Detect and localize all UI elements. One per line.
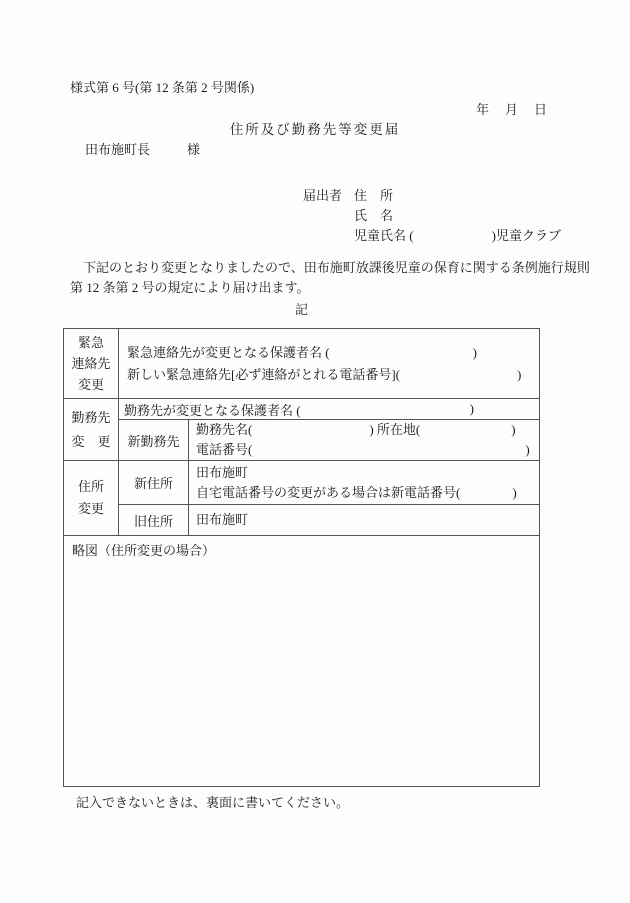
address-header-line: 住所 [77, 479, 104, 494]
declarer-block [303, 186, 561, 246]
declarer-fields [354, 186, 561, 246]
map-row [64, 536, 539, 786]
body-line-1: 下記のとおり変更となりましたので、田布施町放課後児童の保育に関する条例施行規則 [83, 260, 590, 275]
emergency-guardian-field: 緊急連絡先が変更となる保護者名 ( ) [127, 344, 477, 360]
new-address-fields [189, 461, 539, 504]
addressee-name: 田布施町長 [85, 142, 151, 157]
emergency-content [119, 329, 539, 398]
old-address-label: 旧住所 [119, 505, 189, 535]
change-table [63, 328, 540, 787]
new-address-town-field: 田布施町 [196, 464, 249, 480]
address-header [64, 461, 119, 535]
workplace-guardian-field: 勤務先が変更となる保護者名 ( ) [119, 399, 539, 420]
emergency-phone-field: 新しい緊急連絡先[必ず連絡がとれる電話番号]( ) [127, 366, 522, 382]
new-address-subrow [119, 461, 539, 505]
addressee-honorific: 様 [187, 142, 201, 157]
workplace-header [64, 399, 119, 460]
date-line: 年 月 日 [475, 102, 550, 117]
declarer-address-line: 住 所 [354, 188, 394, 203]
emergency-header [64, 329, 119, 398]
new-workplace-label: 新勤務先 [119, 420, 189, 460]
addressee-line [85, 139, 200, 158]
address-content [119, 461, 539, 535]
new-workplace-subrow [119, 420, 539, 460]
body-line-2: 第 12 条第 2 号の規定により届け出ます。 [70, 280, 310, 295]
workplace-row [64, 399, 539, 461]
workplace-content [119, 399, 539, 460]
notation-heading: 記 [294, 302, 308, 317]
old-address-town-field: 田布施町 [196, 512, 249, 527]
emergency-header-line: 緊急 [77, 335, 104, 350]
address-header-line: 変更 [77, 501, 104, 516]
body-paragraph [70, 258, 590, 298]
emergency-header-line: 連絡先 [71, 356, 111, 371]
new-address-label: 新住所 [119, 461, 189, 504]
declarer-label: 届出者 [303, 188, 343, 203]
old-address-subrow [119, 505, 539, 535]
new-workplace-fields [189, 420, 539, 460]
old-address-fields [189, 505, 539, 535]
emergency-header-line: 変更 [77, 377, 104, 392]
form-title: 住所及び勤務先等変更届 [229, 122, 401, 137]
declarer-name-line: 氏 名 [354, 208, 394, 223]
workplace-header-line: 変 更 [71, 433, 111, 449]
workplace-phone-field: 電話番号( ) [196, 442, 530, 457]
workplace-header-line: 勤務先 [71, 409, 111, 425]
new-phone-field: 自宅電話番号の変更がある場合は新電話番号( ) [196, 484, 517, 500]
workplace-name-location-field: 勤務先名( ) 所在地( ) [196, 422, 516, 437]
form-number: 様式第 6 号(第 12 条第 2 号関係) [70, 80, 255, 95]
address-row [64, 461, 539, 536]
declarer-child-line: 児童氏名 ( )児童クラブ [354, 228, 561, 243]
map-label: 略図（住所変更の場合） [72, 543, 216, 558]
emergency-row [64, 329, 539, 399]
footer-note: 記入できないときは、裏面に書いてください。 [76, 795, 350, 810]
